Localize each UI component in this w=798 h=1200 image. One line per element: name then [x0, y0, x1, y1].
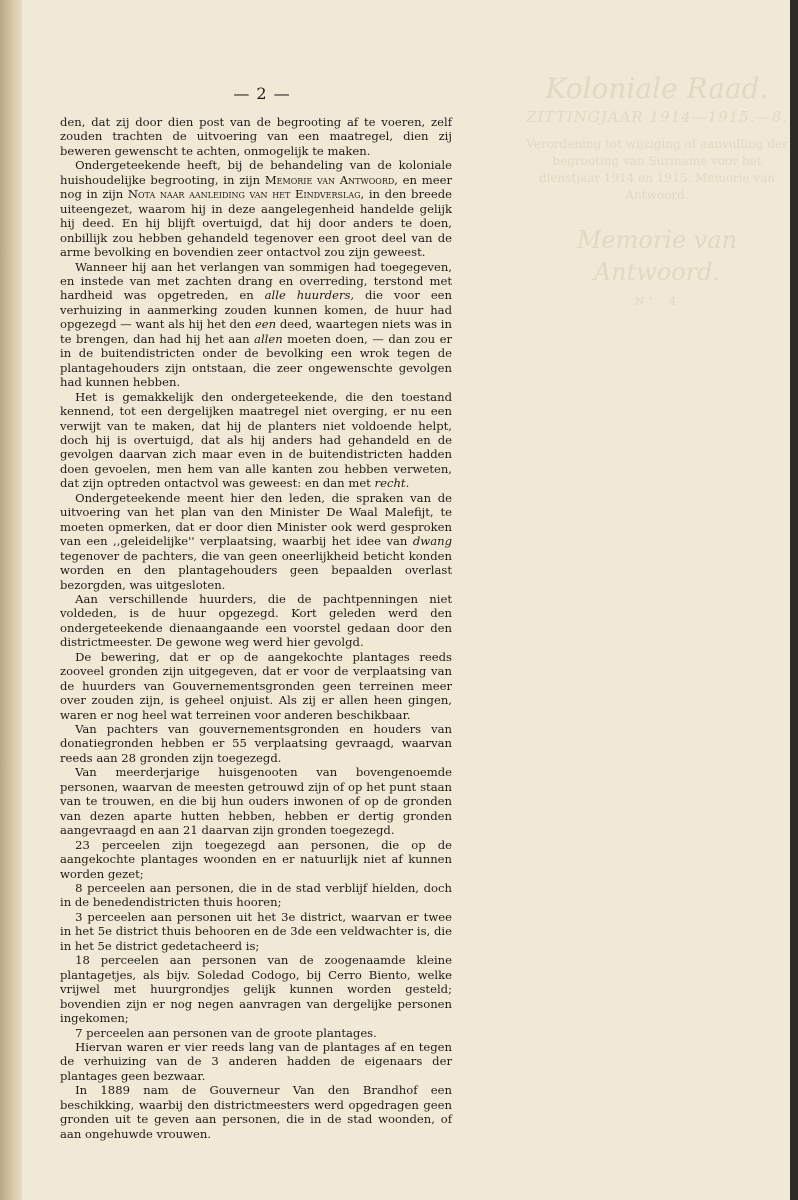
text-run: Het is gemakkelijk den ondergeteekende, die den toestand kennend, tot een dergelijken maatregel niet overging, er nu een verwijt van te maken, dat hij de planters niet voldoende helpt, doch hij is overtuigd, dat als hij anders had gehandeld en de gevolgen daarvan zich maar even in de buitendistricten hadden doen gevoelen, men hem van alle kanten zou hebben verweten, dat zijn optreden ontactvol was geweest: en dan met — [60, 389, 452, 491]
italic-text: alle huurders, — [264, 288, 355, 303]
bleed-through-line: Memorie van Antwoord. — [576, 226, 738, 286]
text-run: in den breede uiteengezet, waarom hij in deze aangelegenheid handelde gelijk hij deed. En hij blijft overtuigd, dat hij door anders te doen, onbillijk zou hebben gehandeld tegenover een groot deel van de arme bevolking en bovendien zeer ontactvol zou zijn geweest. — [60, 187, 452, 260]
paragraph — [60, 260, 452, 390]
paragraph: 3 perceelen aan personen uit het 3e district, waarvan er twee in het 5e district thuis behooren en de 3de een veldwachter is, die in het 5e district gedetacheerd is; — [60, 909, 452, 953]
paragraph: Hiervan waren er vier reeds lang van de plantages af en tegen de verhuizing van de 3 anderen hadden de eigenaars der plantages geen bezwaar. — [60, 1040, 452, 1083]
paragraph — [60, 390, 452, 491]
bleed-through-line: N°. 4 — [634, 295, 680, 308]
paragraph: 7 perceelen aan personen van de groote plantages. — [75, 1025, 377, 1040]
text-run: die voor een verhuizing in aanmerking zouden kunnen komen, de huur had opgezegd — want als hij het den — [60, 288, 453, 332]
paragraph: De bewering, dat er op de aangekochte plantages reeds zooveel gronden zijn uitgegeven, dat er voor de verplaatsing van de huurders van Gouvernementsgronden geen terreinen meer over zouden zijn, is geheel onjuist. Als zij er allen heen gingen, waren er nog heel wat terreinen voor anderen beschikbaar. — [60, 649, 452, 722]
paragraph — [60, 491, 452, 592]
text-run: Ondergeteekende heeft, bij de behandeling van de koloniale huishoudelijke begrooting, in zijn — [60, 158, 452, 187]
paragraph: 8 perceelen aan personen, die in de stad verblijf hielden, doch in de benedendistricten thuis hooren; — [60, 881, 452, 910]
text-run: moeten doen, — dan zou er in de buitendistricten onder de bevolking een wrok tegen de plantagehouders zijn ontstaan, die zeer ongewenschte gevolgen had kunnen hebben. — [60, 331, 452, 390]
paragraph: den, dat zij door dien post van de begrooting af te voeren, zelf zouden trachten de uitvoering van een maatregel, dien zij beweren gewenscht te achten, onmogelijk te maken. — [60, 115, 452, 158]
text-run: deed, waartegen niets was in te brengen, dan had hij het aan — [60, 317, 452, 346]
scan-dark-edge — [790, 0, 798, 1200]
bleed-through-line: Verordening tot wijziging of aanvulling der begrooting van Suriname voor het dienstjaar 1914 en 1915. Memorie van Antwoord. — [526, 137, 788, 202]
paragraph: 23 perceelen zijn toegezegd aan personen, die op de aangekochte plantages woonden en er natuurlijk niet af kunnen worden gezet; — [60, 837, 452, 881]
bleed-through-text — [522, 72, 792, 310]
italic-text: een — [254, 317, 277, 332]
italic-text: allen — [254, 331, 283, 346]
paragraph: Van meerderjarige huisgenooten van bovengenoemde personen, waarvan de meesten getrouwd zijn of op het punt staan van te trouwen, en die bij hun ouders inwonen of op de gronden van dezen aparte hutten hebben, hebben er dertig gronden aangevraagd en aan 21 daarvan zijn gronden toegezegd. — [60, 765, 452, 838]
bleed-through-line: ZITTINGJAAR 1914—1915.—8. — [526, 108, 788, 126]
text-run: en meer nog in zijn — [60, 172, 452, 202]
document-page — [22, 0, 790, 1200]
paragraph: 18 perceelen aan personen van de zoogenaamde kleine plantagetjes, als bijv. Soledad Codogo, bij Cerro Biento, welke vrijwel met huurgrondjes gelijk kunnen worden gesteld; bovendien zijn er nog negen aanvragen van dergelijke personen ingekomen; — [60, 953, 452, 1026]
text-run: Ondergeteekende meent hier den leden, die spraken van de uitvoering van het plan van den Minister De Waal Malefijt, te moeten opmerken, dat er door dien Minister ook werd gesproken van een ,,geleidelijke'' verplaatsing, waarbij het idee van — [60, 490, 452, 549]
paragraph — [60, 158, 452, 259]
page-binding-edge — [0, 0, 22, 1200]
italic-text: dwang — [412, 534, 453, 549]
small-caps-title: Nota naar aanleiding van het Eindverslag, — [127, 187, 365, 202]
bleed-through-line: Koloniale Raad. — [545, 72, 769, 105]
paragraph: In 1889 nam de Gouverneur Van den Brandhof een beschikking, waarbij den districtmeesters werd opgedragen geen gronden uit te geven aan personen, die in de stad woonden, of aan ongehuwde vrouwen. — [60, 1083, 452, 1141]
italic-text: recht. — [374, 476, 410, 491]
small-caps-title: Memorie van Antwoord, — [264, 172, 398, 187]
paragraph: Van pachters van gouvernementsgronden en houders van donatiegronden hebben er 55 verplaatsing gevraagd, waarvan reeds aan 28 gronden zijn toegezegd. — [60, 722, 452, 765]
text-run: Wanneer hij aan het verlangen van sommigen had toegegeven, en instede van met zachten drang en overreding, terstond met hardheid was opgetreden, en — [60, 259, 452, 303]
body-text — [60, 115, 452, 1141]
text-run: tegenover de pachters, die van geen oneerlijkheid beticht konden worden en den plantagehouders geen bepaalden overlast bezorgden, was uitgesloten. — [60, 548, 452, 592]
page-number: — 2 — — [233, 84, 291, 103]
paragraph: Aan verschillende huurders, die de pachtpenningen niet voldeden, is de huur opgezegd. Kort geleden werd den ondergeteekende dienaangaande een voorstel gedaan door den districtmeester. De gewone weg werd hier gevolgd. — [60, 591, 452, 650]
